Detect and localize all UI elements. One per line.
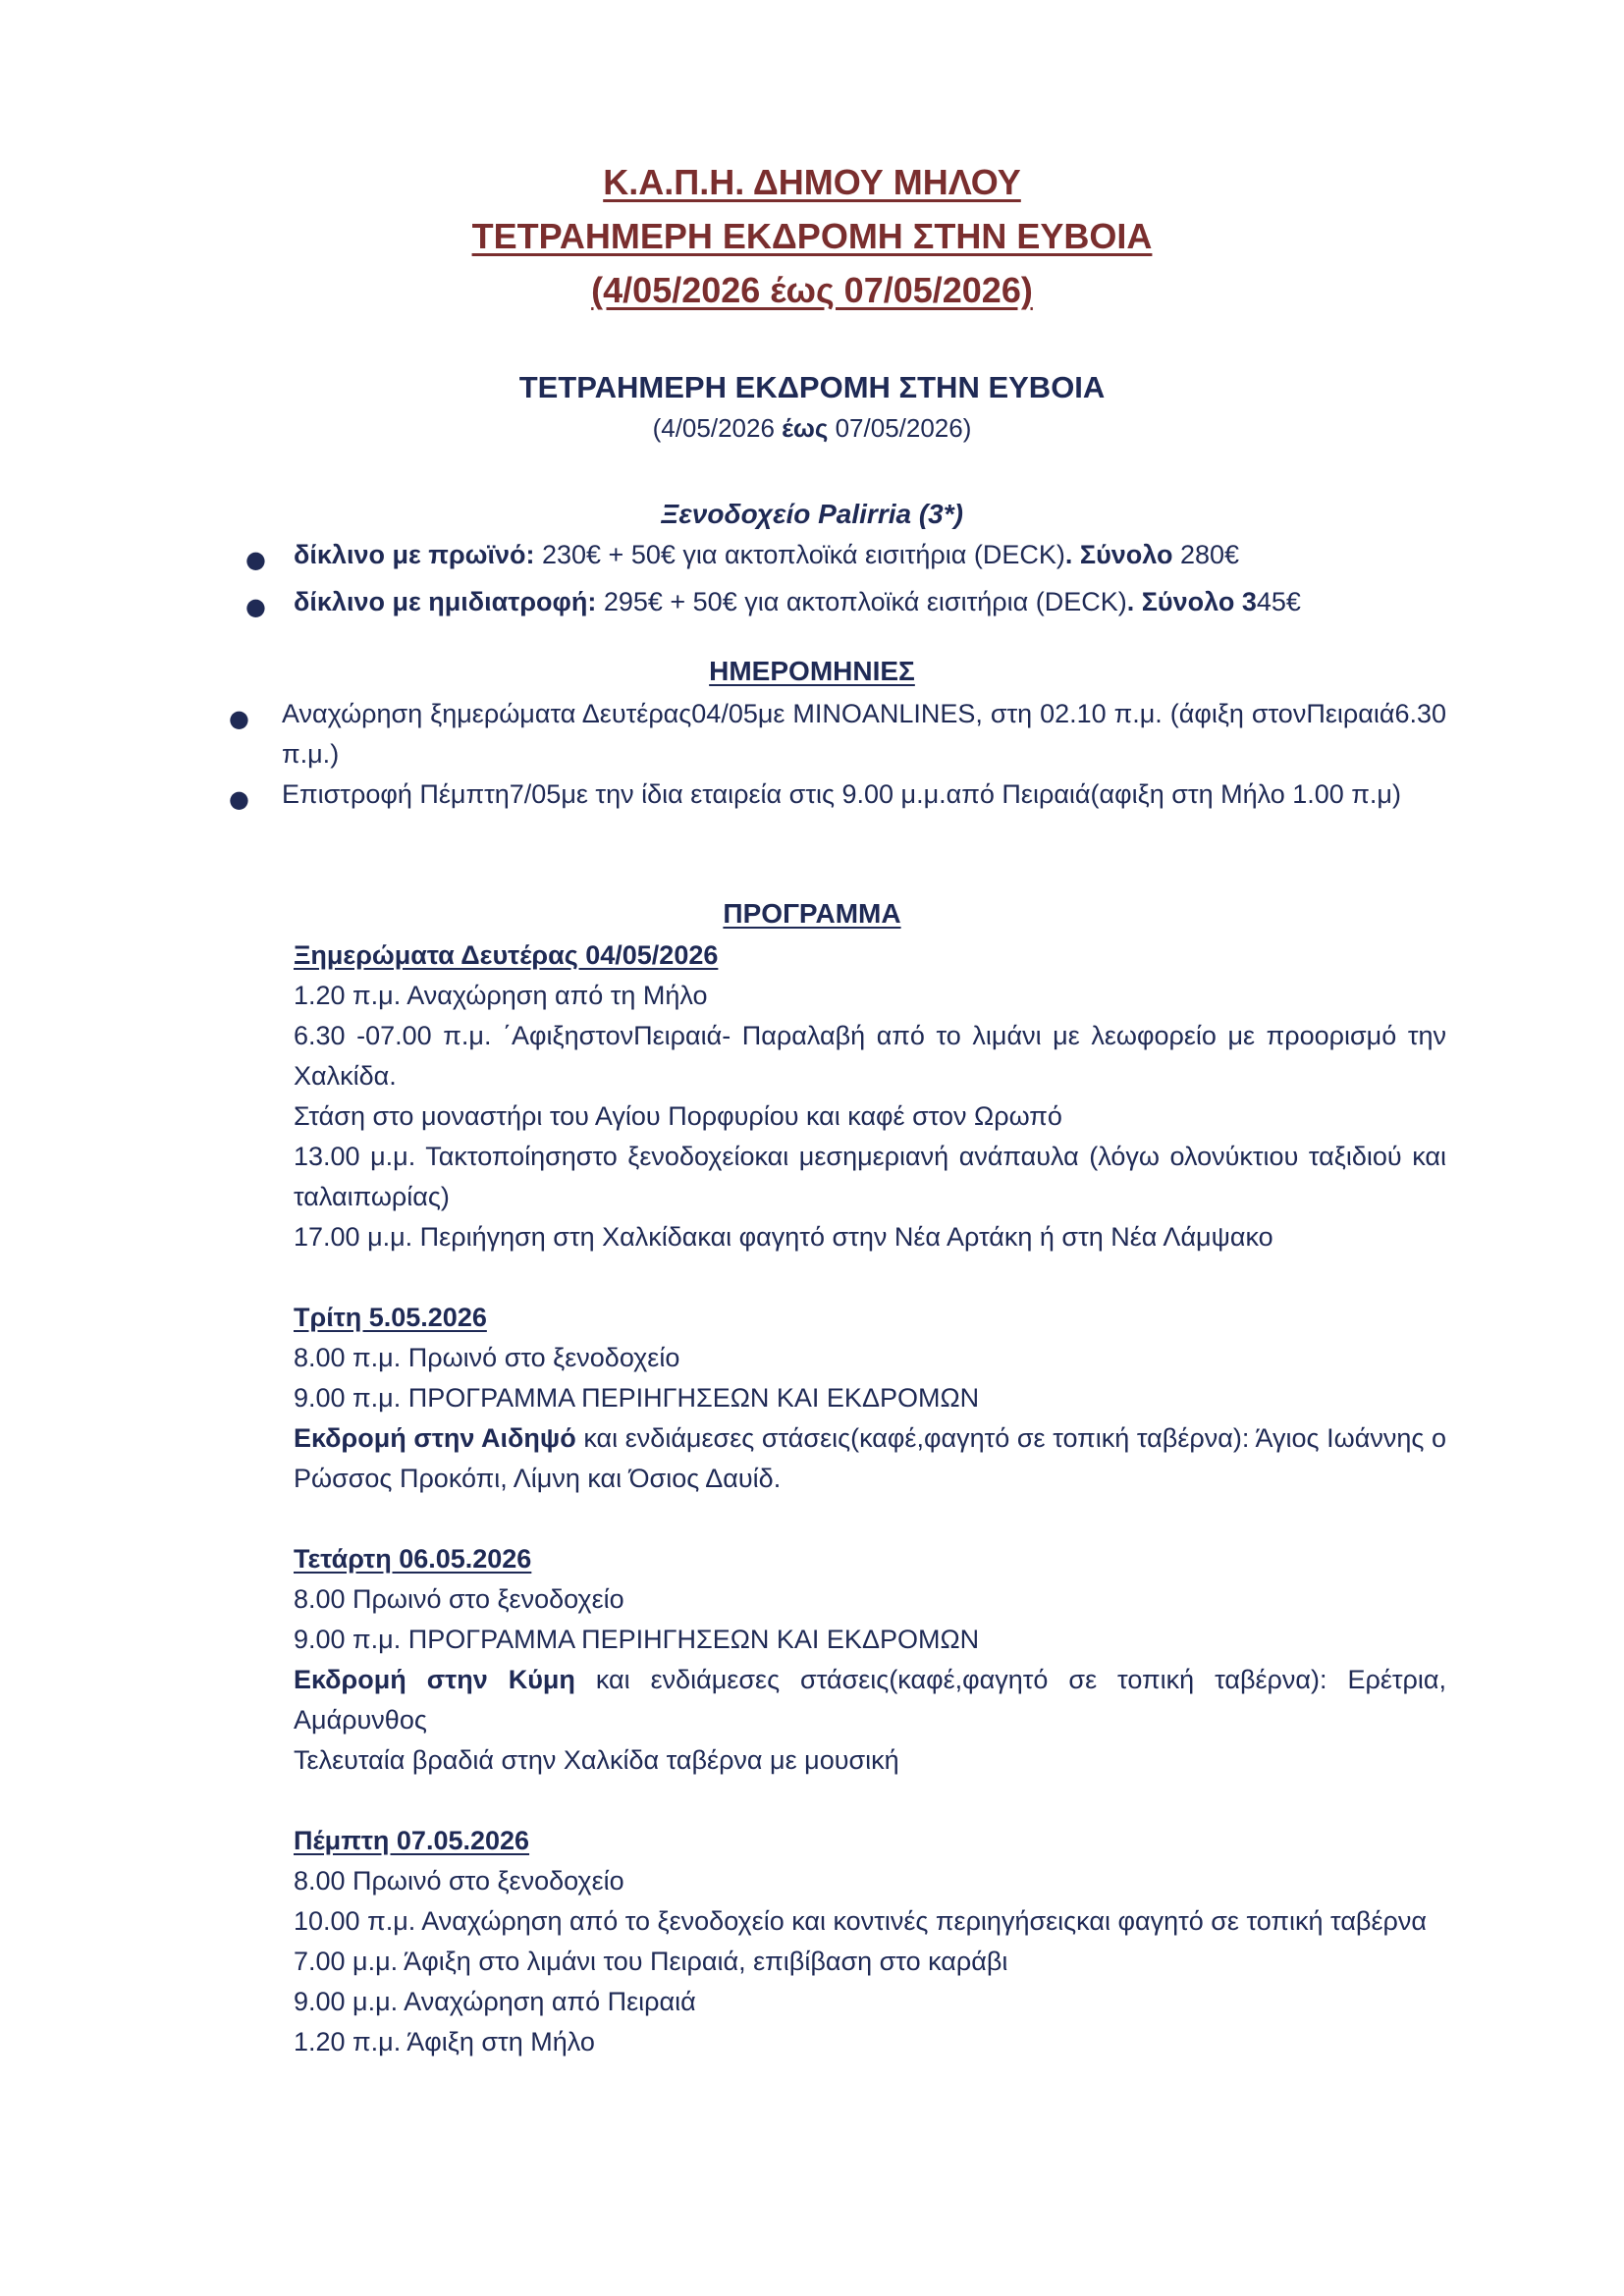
dates-heading: ΗΜΕΡΟΜΗΝΙΕΣ (709, 656, 915, 686)
day-1-line: 1.20 π.μ. Αναχώρηση από τη Μήλο (294, 981, 708, 1010)
day-3-title: Τετάρτη 06.05.2026 (294, 1544, 532, 1574)
day-4-line: 9.00 μ.μ. Αναχώρηση από Πειραιά (294, 1987, 696, 2016)
day-3-line (294, 1660, 1446, 1740)
day-2-line: 8.00 π.μ. Πρωινό στο ξενοδοχείο (294, 1343, 680, 1372)
day-4-line: 7.00 μ.μ. Άφιξη στο λιμάνι του Πειραιά, επιβίβαση στο καράβι (294, 1947, 1008, 1976)
day-4-line: 8.00 Πρωινό στο ξενοδοχείο (294, 1866, 624, 1896)
day-1-title: Ξημερώματα Δευτέρας 04/05/2026 (294, 940, 719, 970)
day-3-line: 9.00 π.μ. ΠΡΟΓΡΑΜΜΑ ΠΕΡΙΗΓΗΣΕΩΝ ΚΑΙ ΕΚΔΡΟΜΩΝ (294, 1625, 980, 1654)
sub-heading (0, 370, 1624, 444)
bullet-icon: ● (245, 546, 266, 573)
main-title (0, 155, 1624, 317)
price-total: 45€ (1256, 587, 1301, 616)
price-option-breakfast (294, 540, 1239, 570)
day-2-line: 9.00 π.μ. ΠΡΟΓΡΑΜΜΑ ΠΕΡΙΗΓΗΣΕΩΝ ΚΑΙ ΕΚΔΡΟΜΩΝ (294, 1383, 980, 1413)
title-trip: ΤΕΤΡΑΗΜΕΡΗ ΕΚΔΡΟΜΗ ΣΤΗΝ ΕΥΒΟΙΑ (471, 216, 1153, 256)
date-end: 07/05/2026) (828, 413, 972, 443)
bullet-icon: ● (245, 593, 266, 620)
price-total-label: . Σύνολο 3 (1126, 587, 1257, 616)
day-3-line: Τελευταία βραδιά στην Χαλκίδα ταβέρνα με μουσική (294, 1745, 899, 1775)
day-4-line: 10.00 π.μ. Αναχώρηση από το ξενοδοχείο και κοντινές περιηγήσειςκαι φαγητό σε τοπική ταβέρνα (294, 1906, 1427, 1936)
title-dates: (4/05/2026 έως 07/05/2026) (591, 270, 1033, 310)
date-word: έως (782, 413, 829, 443)
hotel-name: Ξενοδοχείο Palirria (3*) (661, 499, 963, 529)
dates-departure: Αναχώρηση ξημερώματα Δευτέρας04/05με MINOANLINES, στη 02.10 π.μ. (άφιξη στονΠειραιά6.30 π.μ.) (282, 699, 1446, 769)
excursion-label: Εκδρομή στην Κύμη (294, 1665, 575, 1694)
price-option-label: δίκλινο με πρωϊνό: (294, 540, 535, 569)
excursion-text: και ενδιάμεσες στάσεις(καφέ,φαγητό σε τοπική ταβέρνα): Άγιος Ιωάννης ο Ρώσσος Προκόπι, Λίμνη και Όσιος Δαυίδ. (294, 1423, 1446, 1493)
bullet-icon: ● (229, 705, 249, 732)
sub-heading-dates (0, 413, 1624, 444)
title-organization: Κ.Α.Π.Η. ΔΗΜΟΥ ΜΗΛΟΥ (603, 162, 1021, 202)
bullet-icon: ● (229, 785, 249, 813)
excursion-text: και ενδιάμεσες στάσεις(καφέ,φαγητό σε τοπική ταβέρνα): Ερέτρια, Αμάρυνθος (294, 1665, 1446, 1735)
program-heading: ΠΡΟΓΡΑΜΜΑ (723, 898, 901, 929)
price-option-text: 230€ + 50€ για ακτοπλοϊκά εισιτήρια (DECK) (534, 540, 1065, 569)
price-option-halfboard (294, 587, 1301, 617)
program-day-1 (294, 935, 1446, 1257)
sub-heading-title: ΤΕΤΡΑΗΜΕΡΗ ΕΚΔΡΟΜΗ ΣΤΗΝ ΕΥΒΟΙΑ (518, 370, 1106, 404)
day-1-line: Στάση στο μοναστήρι του Αγίου Πορφυρίου και καφέ στον Ωρωπό (294, 1101, 1062, 1131)
program-day-4 (294, 1821, 1446, 2062)
excursion-label: Εκδρομή στην Αιδηψό (294, 1423, 576, 1453)
day-4-line: 1.20 π.μ. Άφιξη στη Μήλο (294, 2027, 595, 2056)
program-day-2 (294, 1298, 1446, 1499)
day-4-title: Πέμπτη 07.05.2026 (294, 1826, 530, 1855)
price-option-text: 295€ + 50€ για ακτοπλοϊκά εισιτήρια (DECK) (596, 587, 1127, 616)
day-1-line: 17.00 μ.μ. Περιήγηση στη Χαλκίδακαι φαγητό στην Νέα Αρτάκη ή στη Νέα Λάμψακο (294, 1222, 1273, 1252)
day-3-line: 8.00 Πρωινό στο ξενοδοχείο (294, 1584, 624, 1614)
day-2-line (294, 1418, 1446, 1499)
day-1-line: 6.30 -07.00 π.μ. ΄ΑφιξηστονΠειραιά- Παραλαβή από το λιμάνι με λεωφορείο με προορισμό την Χαλκίδα. (294, 1021, 1446, 1091)
price-option-label: δίκλινο με ημιδιατροφή: (294, 587, 597, 616)
price-total: 280€ (1172, 540, 1240, 569)
day-2-title: Τρίτη 5.05.2026 (294, 1303, 487, 1332)
day-1-line: 13.00 μ.μ. Τακτοποίησηστο ξενοδοχείοκαι μεσημεριανή ανάπαυλα (λόγω ολονύκτιου ταξιδιού και ταλαιπωρίας) (294, 1142, 1446, 1211)
dates-return: Επιστροφή Πέμπτη7/05με την ίδια εταιρεία στις 9.00 μ.μ.από Πειραιά(αφιξη στη Μήλο 1.00 π.μ) (282, 779, 1401, 809)
date-start: (4/05/2026 (652, 413, 783, 443)
program-day-3 (294, 1539, 1446, 1781)
price-total-label: . Σύνολο (1064, 540, 1173, 569)
